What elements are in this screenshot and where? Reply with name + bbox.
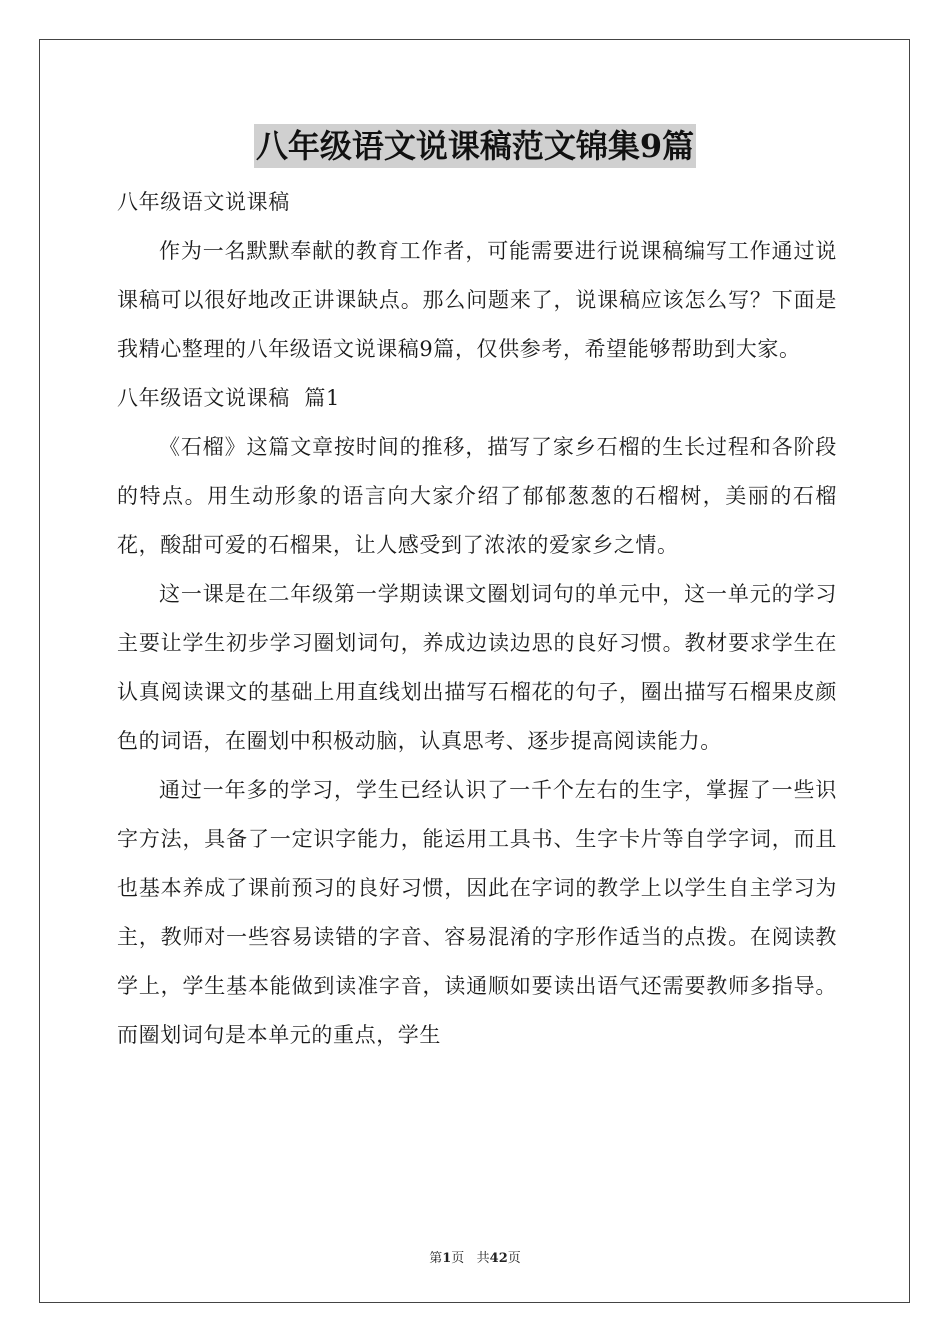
footer-page-suffix: 页 <box>507 1251 521 1266</box>
document-body <box>117 178 837 1060</box>
title-container <box>0 124 950 168</box>
footer-page-total: 42 <box>489 1251 508 1266</box>
footer-page-current: 1 <box>442 1251 452 1266</box>
body-paragraph-1: 《石榴》这篇文章按时间的推移，描写了家乡石榴的生长过程和各阶段的特点。用生动形象的语言向大家介绍了郁郁葱葱的石榴树，美丽的石榴花，酸甜可爱的石榴果，让人感受到了浓浓的爱家乡之情。 <box>117 435 837 557</box>
body-paragraph-3: 通过一年多的学习，学生已经认识了一千个左右的生字，掌握了一些识字方法，具备了一定识字能力，能运用工具书、生字卡片等自学字词，而且也基本养成了课前预习的良好习惯，因此在字词的教学上以学生自主学习为主，教师对一些容易读错的字音、容易混淆的字形作适当的点拨。在阅读教学上，学生基本能做到读准字音，读通顺如要读出语气还需要教师多指导。而圈划词句是本单元的重点，学生 <box>117 778 837 1047</box>
footer-page-mid: 页 共 <box>451 1251 490 1266</box>
intro-paragraph: 作为一名默默奉献的教育工作者，可能需要进行说课稿编写工作通过说课稿可以很好地改正讲课缺点。那么问题来了，说课稿应该怎么写？下面是我精心整理的八年级语文说课稿9篇，仅供参考，希望能够帮助到大家。 <box>117 239 837 361</box>
section-heading: 八年级语文说课稿 篇1 <box>117 386 340 410</box>
document-subtitle: 八年级语文说课稿 <box>117 190 290 214</box>
page-footer <box>0 1247 950 1266</box>
body-paragraph-2: 这一课是在二年级第一学期读课文圈划词句的单元中，这一单元的学习主要让学生初步学习圈划词句，养成边读边思的良好习惯。教材要求学生在认真阅读课文的基础上用直线划出描写石榴花的句子，圈出描写石榴果皮颜色的词语，在圈划中积极动脑，认真思考、逐步提高阅读能力。 <box>117 582 837 753</box>
footer-page-prefix: 第 <box>429 1251 443 1266</box>
document-title: 八年级语文说课稿范文锦集9篇 <box>254 124 696 168</box>
